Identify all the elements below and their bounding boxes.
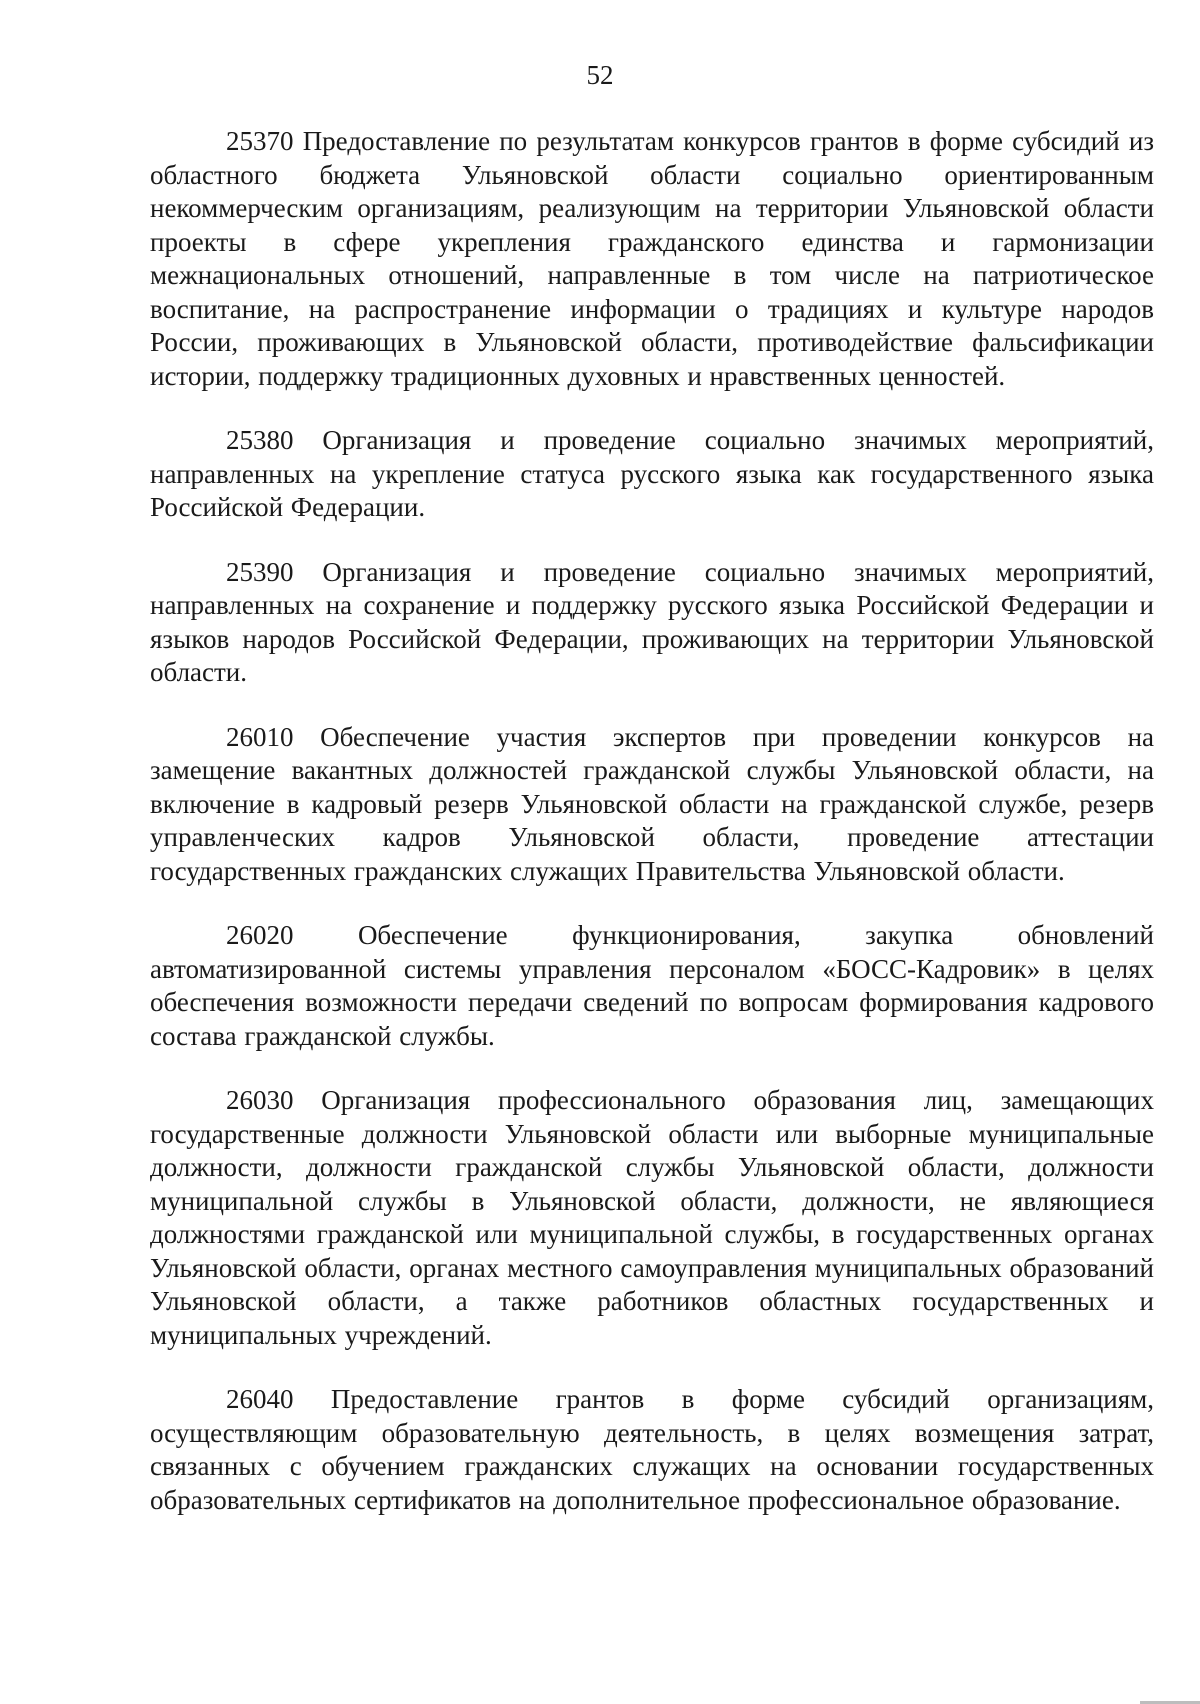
- paragraph-code: 26040: [226, 1384, 294, 1414]
- paragraph-code: 26020: [226, 920, 294, 950]
- paragraph-text: Предоставление грантов в форме субсидий организациям, осуществляющим образовательную деятельность, в целях возмещения затрат, связанных с обучением гражданских служащих на основании государственных образовательных сертификатов на дополнительное профессиональное образование.: [150, 1384, 1155, 1515]
- paragraph-code: 25380: [226, 425, 294, 455]
- paragraph-25390: [150, 556, 1154, 690]
- paragraph-code: 25370: [226, 126, 294, 156]
- paragraph-25370: [150, 125, 1154, 393]
- document-body: [150, 125, 1154, 1548]
- paragraph-text: Обеспечение участия экспертов при проведении конкурсов на замещение вакантных должностей гражданской службы Ульяновской области, на включение в кадровый резерв Ульяновской области на гражданской службе, резерв управленческих кадров Ульяновской области, проведение аттестации государственных гражданских служащих Правительства Ульяновской области.: [150, 721, 1154, 886]
- paragraph-26010: [150, 721, 1154, 889]
- paragraph-25380: [150, 424, 1154, 525]
- paragraph-text: Обеспечение функционирования, закупка обновлений автоматизированной системы управления персоналом «БОСС-Кадровик» в целях обеспечения возможности передачи сведений по вопросам формирования кадрового состава гражданской службы.: [150, 920, 1154, 1051]
- paragraph-code: 26030: [226, 1085, 294, 1115]
- paragraph-text: Организация и проведение социально значимых мероприятий, направленных на укрепление статуса русского языка как государственного языка Российской Федерации.: [150, 425, 1155, 522]
- paragraph-26020: [150, 919, 1154, 1053]
- page-number: 52: [586, 60, 614, 90]
- paragraph-text: Предоставление по результатам конкурсов грантов в форме субсидий из областного бюджета Ульяновской области социально ориентированным некоммерческим организациям, реализующим на территории Ульяновской области проекты в сфере укрепления гражданского единства и гармонизации межнациональных отношений, направленные в том числе на патриотическое воспитание, на распространение информации о традициях и культуре народов России, проживающих в Ульяновской области, противодействие фальсификации истории, поддержку традиционных духовных и нравственных ценностей.: [150, 126, 1155, 391]
- paragraph-26040: [150, 1383, 1154, 1517]
- paragraph-text: Организация профессионального образования лиц, замещающих государственные должности Ульяновской области или выборные муниципальные должности, должности гражданской службы Ульяновской области, должности муниципальной службы в Ульяновской области, должности, не являющиеся должностями гражданской или муниципальной службы, в государственных органах Ульяновской области, органах местного самоуправления муниципальных образований Ульяновской области, а также работников областных государственных и муниципальных учреждений.: [150, 1085, 1154, 1350]
- paragraph-code: 25390: [226, 556, 294, 587]
- paragraph-code: 26010: [226, 721, 294, 752]
- paragraph-26030: [150, 1084, 1154, 1352]
- paragraph-text: Организация и проведение социально значимых мероприятий, направленных на сохранение и поддержку русского языка Российской Федерации и языков народов Российской Федерации, проживающих на территории Ульяновской области.: [150, 556, 1155, 687]
